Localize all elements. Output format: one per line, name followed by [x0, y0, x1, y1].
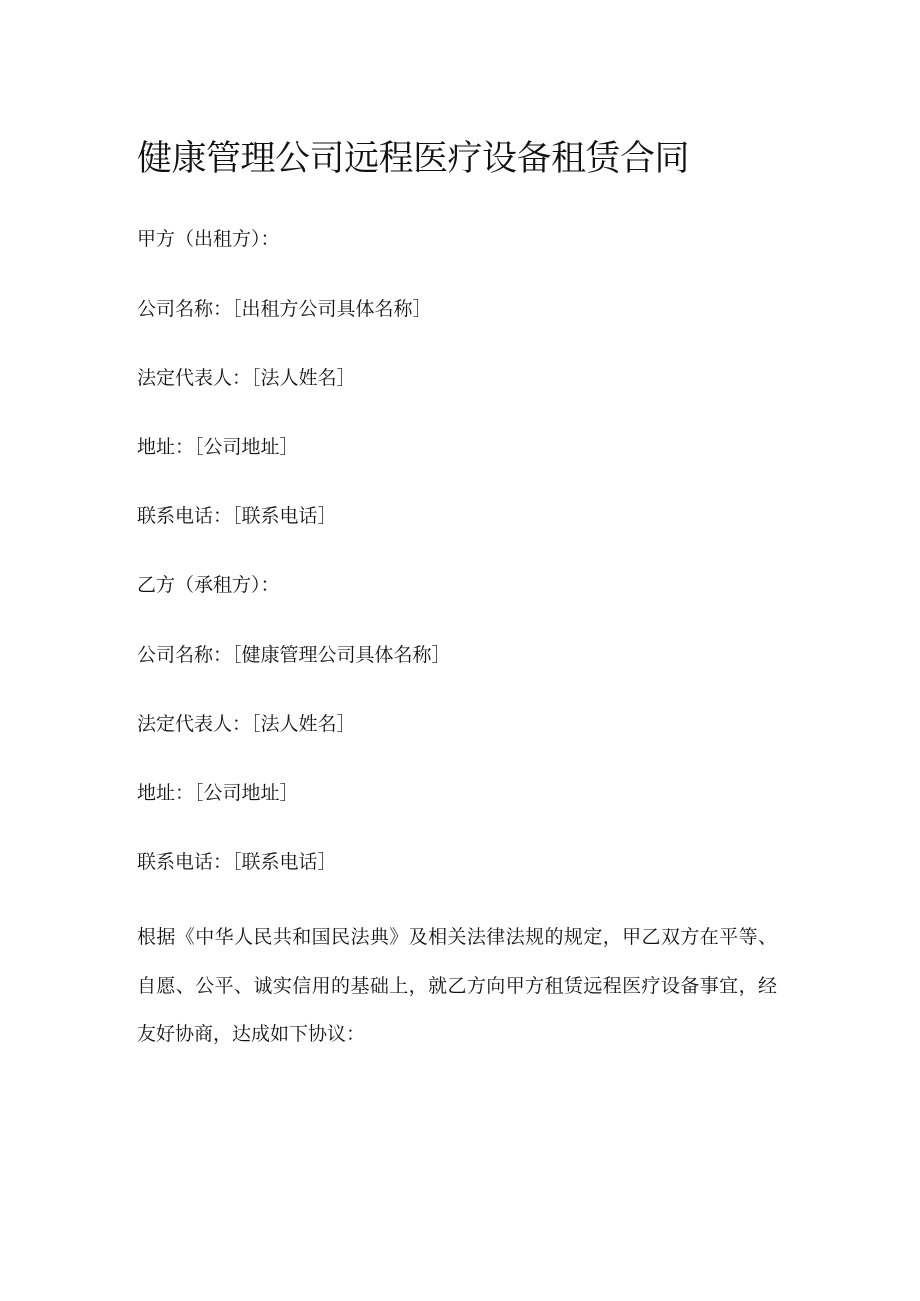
party-a-legal-rep: 法定代表人：［法人姓名］ — [137, 367, 356, 389]
party-b-phone: 联系电话：［联系电话］ — [137, 851, 337, 873]
party-a-company-name: 公司名称：［出租方公司具体名称］ — [137, 298, 432, 320]
party-b-heading: 乙方（承租方）： — [137, 574, 280, 596]
preamble-paragraph: 根据《中华人民共和国民法典》及相关法律法规的规定，甲乙双方在平等、自愿、公平、诚实信用的基础上，就乙方向甲方租赁远程医疗设备事宜，经友好协商，达成如下协议： — [137, 926, 777, 1045]
party-b-legal-rep: 法定代表人：［法人姓名］ — [137, 713, 356, 735]
party-b-company-name: 公司名称：［健康管理公司具体名称］ — [137, 644, 451, 666]
party-a-heading: 甲方（出租方）： — [137, 228, 280, 250]
party-b-address: 地址：［公司地址］ — [137, 782, 299, 804]
party-a-phone: 联系电话：［联系电话］ — [137, 505, 337, 527]
document-title: 健康管理公司远程医疗设备租赁合同 — [137, 139, 690, 179]
party-a-address: 地址：［公司地址］ — [137, 436, 299, 458]
